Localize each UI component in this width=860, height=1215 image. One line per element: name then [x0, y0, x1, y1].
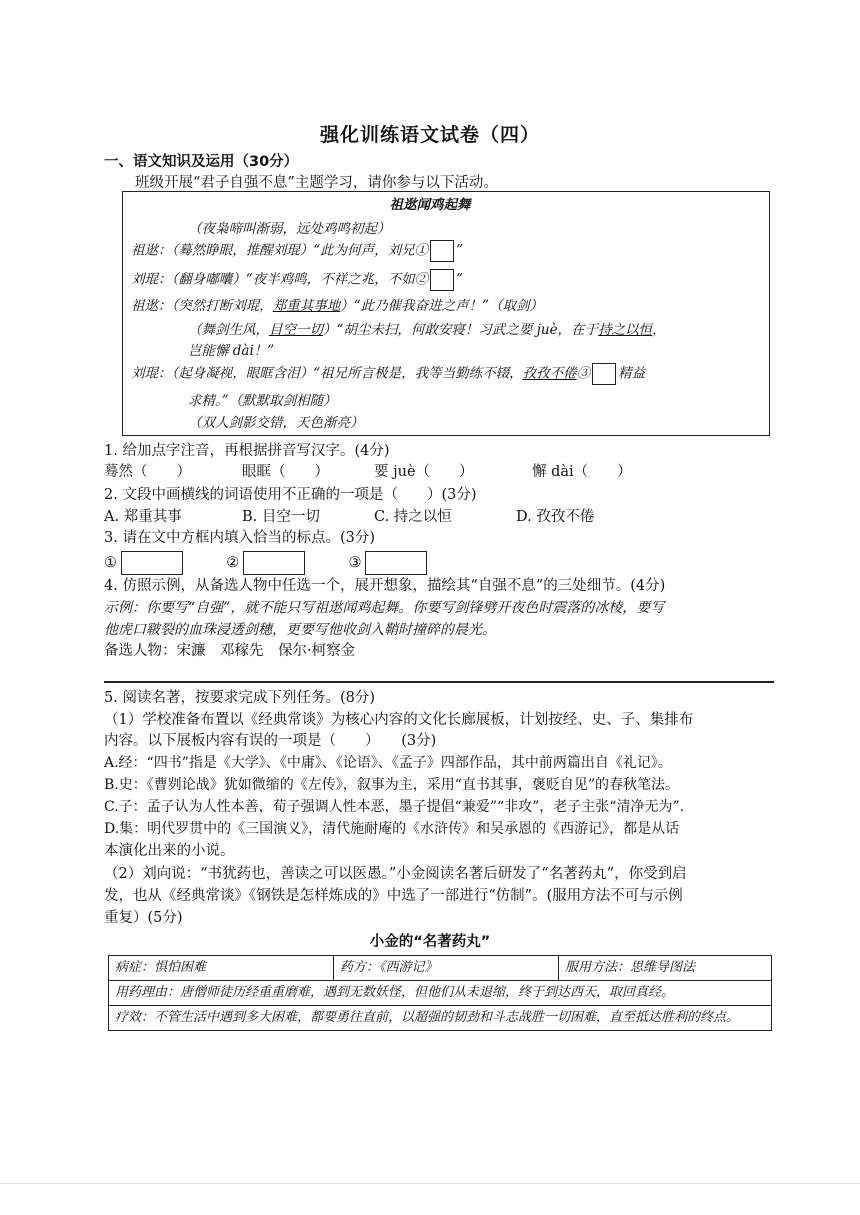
page-bottom-edge	[0, 1183, 860, 1184]
q1-item-d: 懈 dài（ ）	[532, 464, 632, 480]
q2-option-a: A. 郑重其事	[104, 509, 182, 525]
q5-option-c: C.子：孟子认为人性本善，荀子强调人性本恶，墨子提倡“兼爱”“非攻”，老子主张“清净无为”.	[104, 799, 685, 815]
disease-cell: 病症：惧怕困难	[109, 956, 334, 981]
usage-cell: 服用方法：思维导图法	[559, 956, 772, 981]
scene-text: ③	[576, 365, 591, 382]
blank-box-3[interactable]	[592, 363, 616, 385]
scene-text: ”	[456, 242, 464, 259]
divider	[104, 681, 774, 683]
scene-line	[188, 320, 666, 340]
q3-label-2: ②	[226, 555, 240, 571]
question-5: 5. 阅读名著，按要求完成下列任务。(8分)	[104, 690, 375, 706]
prescription-cell: 药方：《西游记》	[334, 956, 559, 981]
scene-line	[131, 363, 645, 385]
q1-item-b: 眼眶（ ）	[242, 464, 329, 480]
scene-line: （双人剑影交错，天色渐亮）	[188, 415, 364, 431]
table-row	[109, 1006, 772, 1031]
scene-line: 岂能懈 dài！”	[188, 343, 275, 359]
q5-part2: 重复）(5分)	[104, 910, 183, 926]
scene-text: （舞剑生风，	[188, 322, 269, 338]
blank-box-1[interactable]	[430, 240, 454, 262]
page-title: 强化训练语文试卷（四）	[319, 124, 540, 146]
scene-text: 刘琨：（翻身嘟囔）“夜半鸡鸣，不祥之兆，不如②	[131, 271, 429, 288]
scene-line: （夜枭啼叫渐弱，远处鸡鸣初起）	[188, 221, 391, 237]
question-4: 4. 仿照示例，从备选人物中任选一个，展开想象，描绘其“自强不息”的三处细节。(4分)	[104, 578, 666, 594]
scene-text: 刘琨：（起身凝视，眼眶含泪）“祖兄所言极是，我等当勤练不辍，	[131, 365, 523, 382]
q5-option-a: A.经：“四书”指是《大学》、《中庸》、《论语》、《孟子》四部作品，其中前两篇出自《礼记》。	[104, 755, 672, 771]
table-row	[109, 956, 772, 981]
q5-option-d: 本演化出来的小说。	[104, 843, 235, 859]
q5-part1: （1）学校准备布置以《经典常谈》为核心内容的文化长廊展板，计划按经、史、子、集排布	[104, 712, 694, 728]
effect-cell: 疗效：不管生活中遇到多大困难，都要勇往直前，以超强的韧劲和斗志战胜一切困难，直至抵达胜利的终点。	[109, 1006, 772, 1031]
question-3: 3. 请在文中方框内填入恰当的标点。(3分)	[104, 530, 375, 546]
q3-label-1: ①	[104, 555, 117, 571]
q5-part1: 内容。以下展板内容有误的一项是（ ） (3分)	[104, 733, 437, 749]
q5-option-b: B.史：《曹刿论战》犹如微缩的《左传》，叙事为主，采用“直书其事，褒贬自见”的春秋笔法。	[104, 777, 680, 793]
answer-box-2[interactable]	[243, 551, 305, 575]
q2-option-b: B. 目空一切	[242, 509, 320, 525]
scene-text: ，	[652, 322, 666, 338]
scene-title: 祖逖闻鸡起舞	[389, 197, 471, 213]
underlined-phrase: 孜孜不倦	[522, 365, 577, 382]
answer-box-1[interactable]	[121, 551, 183, 575]
medicine-table	[108, 955, 772, 1031]
q1-item-c: 要 juè（ ）	[374, 464, 474, 480]
q5-part2: 发，也从《经典常谈》《钢铁是怎样炼成的》中选了一部进行“仿制”。(服用方法不可与示例	[104, 888, 683, 904]
scene-text: 祖逖：（突然打断刘琨，	[131, 298, 273, 314]
question-2: 2. 文段中画横线的词语使用不正确的一项是（ ）(3分)	[104, 487, 477, 503]
medicine-title: 小金的“名著药丸”	[369, 934, 491, 950]
q5-part2: （2）刘向说：“书犹药也，善读之可以医愚。”小金阅读名著后研发了“名著药丸”，你受到启	[104, 866, 687, 882]
q4-example-line: 他虎口皲裂的血珠浸透剑穗，更要写他收剑入鞘时撞碎的晨光。	[104, 622, 496, 638]
question-1: 1. 给加点字注音，再根据拼音写汉字。(4分)	[104, 443, 390, 459]
scene-text: ）“胡尘未扫，何敢安寝！习武之要 juè，在于	[323, 322, 599, 338]
scene-line	[131, 269, 463, 291]
q4-example-line: 示例：你要写“自强”，就不能只写祖逖闻鸡起舞。你要写剑锋劈开夜色时震落的冰棱，要写	[104, 600, 665, 616]
scene-line: 求精。”（默默取剑相随）	[188, 393, 337, 409]
section-heading: 一、语文知识及运用（30分）	[104, 154, 299, 170]
scene-text: ）“此乃催我奋进之声！”（取剑）	[340, 298, 544, 314]
underlined-phrase: 目空一切	[269, 322, 323, 338]
blank-box-2[interactable]	[430, 269, 454, 291]
q3-boxes	[104, 550, 427, 576]
table-row	[109, 981, 772, 1006]
scene-line	[131, 296, 543, 316]
q4-candidates: 备选人物：宋濂 邓稼先 保尔·柯察金	[104, 643, 356, 659]
q5-option-d: D.集：明代罗贯中的《三国演义》，清代施耐庵的《水浒传》和吴承恩的《西游记》，都是从话	[104, 821, 680, 837]
section-intro: 班级开展“君子自强不息”主题学习，请你参与以下活动。	[135, 175, 498, 191]
reason-cell: 用药理由：唐僧师徒历经重重磨难，遇到无数妖怪，但他们从未退缩，终于到达西天，取回真经。	[109, 981, 772, 1006]
scene-text: ”	[456, 271, 464, 288]
underlined-phrase: 持之以恒	[598, 322, 653, 338]
q2-option-c: C. 持之以恒	[374, 509, 452, 525]
scene-text: 精益	[618, 365, 646, 382]
answer-box-3[interactable]	[365, 551, 427, 575]
underlined-phrase: 郑重其事地	[272, 298, 341, 314]
q3-label-3: ③	[348, 555, 362, 571]
scene-text: 祖逖：（蓦然睁眼，推醒刘琨）“此为何声，刘兄①	[131, 242, 429, 259]
scene-line	[131, 240, 463, 262]
q2-option-d: D. 孜孜不倦	[516, 509, 595, 525]
q1-item-a: 蓦然（ ）	[104, 464, 191, 480]
